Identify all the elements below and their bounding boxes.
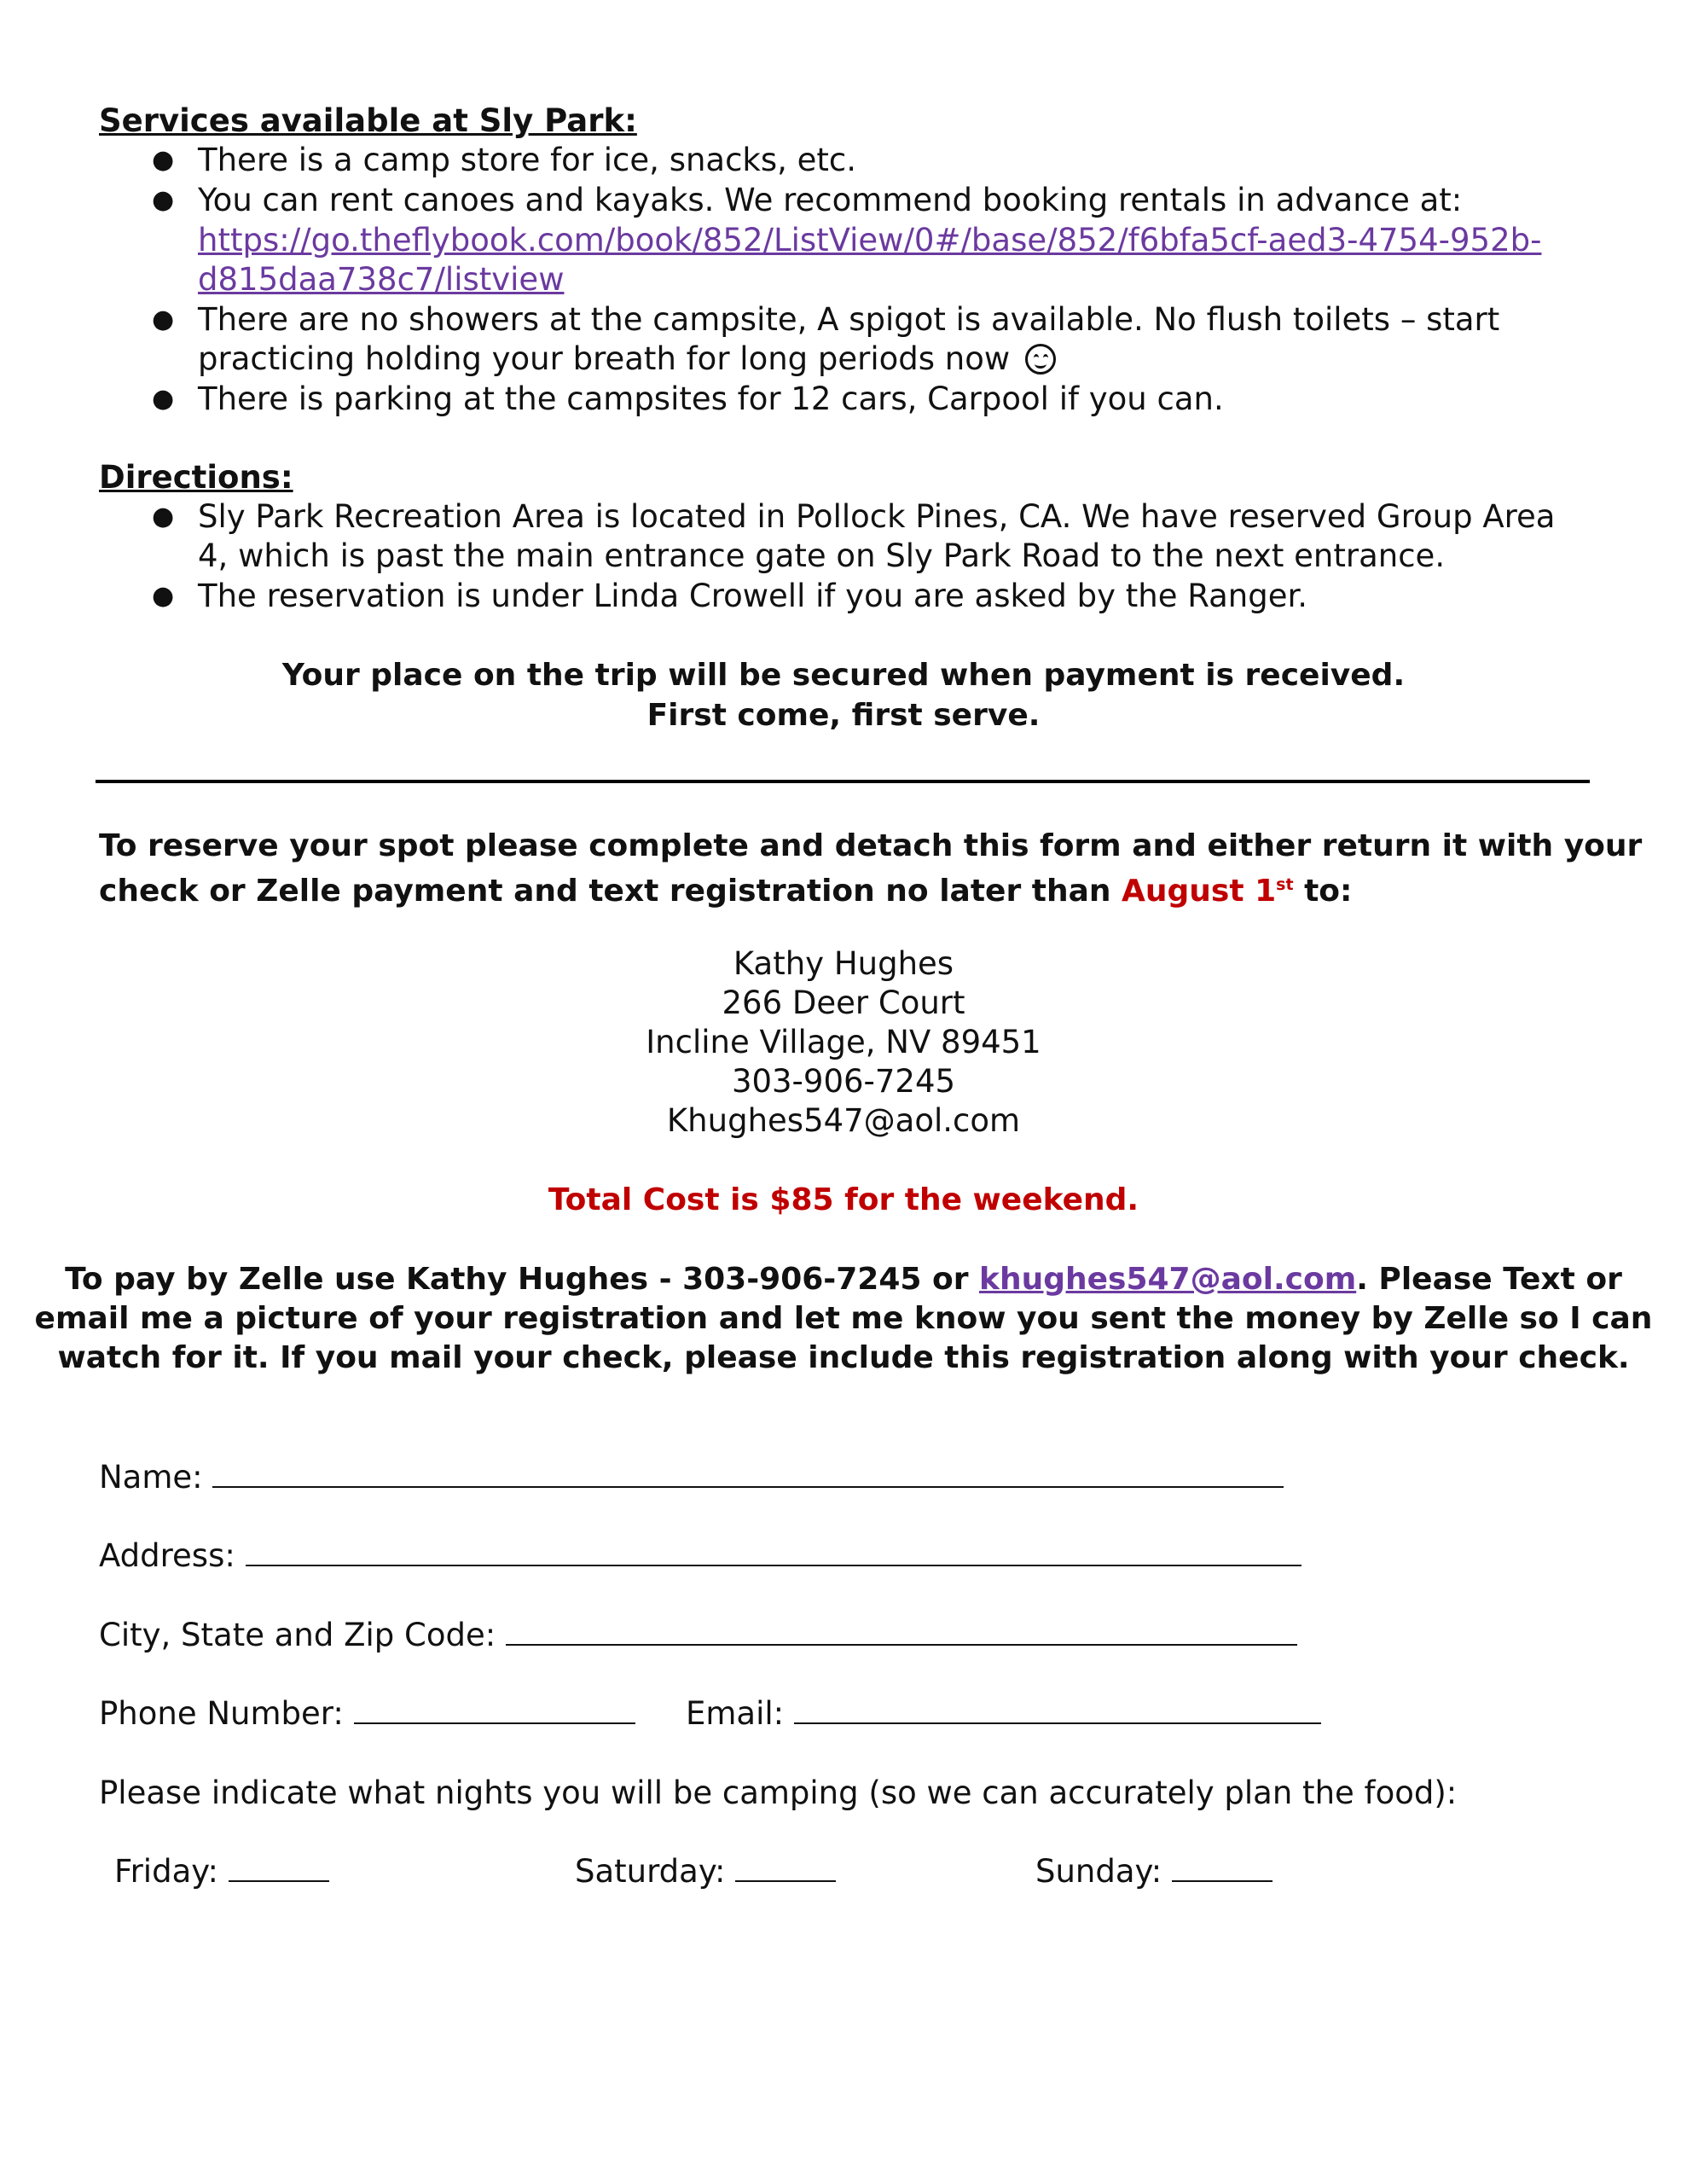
address-field [99,1536,1301,1576]
contact-email: Khughes547@aol.com [666,1102,1021,1139]
payment-notice: Your place on the trip will be secured when payment is received. [281,658,1406,693]
friday-blank[interactable] [229,1851,329,1882]
zelle-instructions [0,1259,1687,1299]
bullet-icon: ● [152,384,175,414]
deadline-date: August 1st [1122,874,1294,909]
rental-booking-link-continued[interactable]: d815daa738c7/listview [198,261,565,298]
name-field [99,1457,1284,1497]
zelle-instructions-2: email me a picture of your registration and let me know you sent the money by Zelle so I can [34,1301,1653,1336]
services-item-rentals: You can rent canoes and kayaks. We recommend booking rentals in advance at: [198,182,1463,218]
directions-item-location-continued: 4, which is past the main entrance gate on Sly Park Road to the next entrance. [198,537,1446,574]
email-label: Email: [686,1695,785,1732]
services-item-showers-text: practicing holding your breath for long periods now [198,340,1011,377]
sunday-label: Sunday: [1035,1853,1162,1890]
bullet-icon: ● [152,305,175,334]
address-blank[interactable] [246,1536,1301,1566]
contact-city: Incline Village, NV 89451 [646,1024,1041,1060]
reserve-instructions: To reserve your spot please complete and detach this form and either return it with your [99,828,1643,863]
phone-label: Phone Number: [99,1695,344,1732]
zelle-text-end: . Please Text or [1356,1262,1622,1297]
saturday-label: Saturday: [575,1853,726,1890]
smiley-face-icon [1025,344,1056,375]
saturday-blank[interactable] [735,1851,836,1882]
contact-name: Kathy Hughes [733,945,954,982]
city-state-zip-blank[interactable] [506,1615,1297,1646]
rental-booking-link[interactable]: https://go.theflybook.com/book/852/ListView/0#/base/852/f6bfa5cf-aed3-4754-952b- [198,222,1542,258]
contact-phone: 303-906-7245 [731,1063,956,1100]
sunday-field [1035,1851,1272,1891]
services-item-showers-continued [198,339,1056,379]
name-label: Name: [99,1459,203,1496]
saturday-field [575,1851,836,1891]
directions-item-reservation: The reservation is under Linda Crowell if you are asked by the Ranger. [198,578,1308,614]
first-come-notice: First come, first serve. [646,698,1041,733]
sunday-blank[interactable] [1172,1851,1272,1882]
email-blank[interactable] [794,1693,1321,1724]
nights-prompt: Please indicate what nights you will be camping (so we can accurately plan the food): [99,1774,1458,1811]
services-item-camp-store: There is a camp store for ice, snacks, etc. [198,142,857,178]
city-state-zip-label: City, State and Zip Code: [99,1617,496,1653]
bullet-icon: ● [152,185,175,215]
bullet-icon: ● [152,145,175,175]
zelle-text: To pay by Zelle use Kathy Hughes - 303-906-7245 or [65,1262,979,1297]
directions-item-location: Sly Park Recreation Area is located in Pollock Pines, CA. We have reserved Group Area [198,498,1556,535]
total-cost: Total Cost is $85 for the weekend. [548,1182,1139,1217]
city-state-zip-field [99,1615,1297,1655]
services-item-parking: There is parking at the campsites for 12 cars, Carpool if you can. [198,380,1224,417]
contact-street: 266 Deer Court [722,985,965,1021]
services-item-showers: There are no showers at the campsite, A spigot is available. No flush toilets – start [198,301,1500,338]
bullet-icon: ● [152,502,175,531]
email-field [686,1693,1321,1734]
friday-label: Friday: [114,1853,218,1890]
phone-blank[interactable] [354,1693,635,1724]
reserve-text: check or Zelle payment and text registration no later than [99,874,1122,909]
name-blank[interactable] [212,1457,1284,1488]
bullet-icon: ● [152,581,175,611]
friday-field [114,1851,329,1891]
address-label: Address: [99,1537,235,1574]
zelle-email-link[interactable]: khughes547@aol.com [979,1262,1357,1297]
directions-heading: Directions: [99,459,293,496]
phone-field [99,1693,635,1734]
reserve-instructions-continued [99,865,1352,911]
detach-divider [96,780,1590,783]
services-heading: Services available at Sly Park: [99,102,637,139]
reserve-text-end: to: [1293,874,1353,909]
zelle-instructions-3: watch for it. If you mail your check, please include this registration along with your check. [57,1340,1630,1375]
